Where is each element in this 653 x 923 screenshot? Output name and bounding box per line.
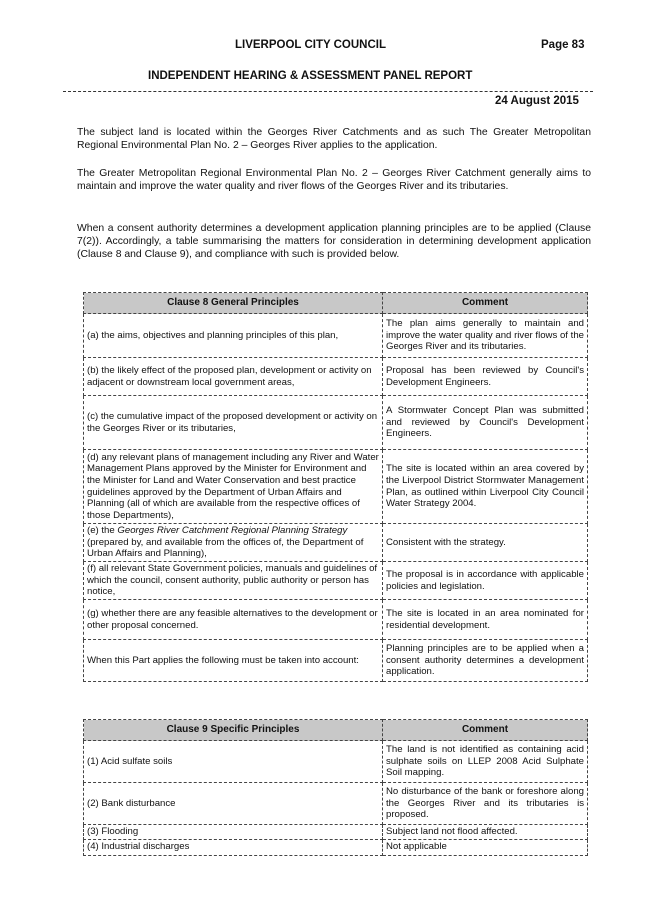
report-title: INDEPENDENT HEARING & ASSESSMENT PANEL REPORT <box>148 70 473 82</box>
principle-cell <box>84 524 383 562</box>
principle-cell: (3) Flooding <box>84 825 383 840</box>
principle-cell: When this Part applies the following must be taken into account: <box>84 640 383 682</box>
table-row <box>84 562 588 600</box>
principle-cell: (f) all relevant State Government policies, manuals and guidelines of which the council, consent authority, public authority or person has notice, <box>84 562 383 600</box>
table-row <box>84 524 588 562</box>
paragraph-1: The subject land is located within the Georges River Catchments and as such The Greater Metropolitan Regional Environmental Plan No. 2 – Georges River applies to the application. <box>77 127 591 152</box>
principle-cell: (c) the cumulative impact of the proposed development or activity on the Georges River or its tributaries, <box>84 396 383 450</box>
principle-cell: (b) the likely effect of the proposed plan, development or activity on adjacent or downstream local government areas, <box>84 358 383 396</box>
column-header-comment: Comment <box>383 720 588 741</box>
principle-cell: (g) whether there are any feasible alternatives to the development or other proposal concerned. <box>84 600 383 640</box>
comment-cell: The site is located within an area covered by the Liverpool District Stormwater Management Plan, as outlined within Liverpool City Council Water Strategy 2004. <box>383 450 588 524</box>
comment-cell: Subject land not flood affected. <box>383 825 588 840</box>
paragraph-2: The Greater Metropolitan Regional Environmental Plan No. 2 – Georges River Catchment generally aims to maintain and improve the water quality and river flows of the Georges River and its tributaries. <box>77 168 591 193</box>
column-header-comment: Comment <box>383 293 588 314</box>
principle-cell: (d) any relevant plans of management including any River and Water Management Plans approved by the Minister for Environment and the Minister for Land and Water Conservation and best practice guidelines approved by the Department of Urban Affairs and Planning (all of which are available from the respective offices of those Departments), <box>84 450 383 524</box>
table-row <box>84 396 588 450</box>
clause-9-table <box>83 719 588 856</box>
table-row <box>84 600 588 640</box>
principle-cell: (a) the aims, objectives and planning principles of this plan, <box>84 314 383 358</box>
comment-cell: The proposal is in accordance with applicable policies and legislation. <box>383 562 588 600</box>
report-date: 24 August 2015 <box>495 95 579 107</box>
comment-cell: No disturbance of the bank or foreshore along the Georges River and its tributaries is proposed. <box>383 783 588 825</box>
comment-cell: Proposal has been reviewed by Council's Development Engineers. <box>383 358 588 396</box>
page-number: Page 83 <box>541 39 585 51</box>
column-header-principles: Clause 9 Specific Principles <box>84 720 383 741</box>
paragraph-3: When a consent authority determines a development application planning principles are to be applied (Clause 7(2)). Accordingly, a table summarising the matters for consideration in determining development application (Clause 8 and Clause 9), and compliance with such is provided below. <box>77 223 591 261</box>
principle-suffix: (prepared by, and available from the offices of, the Department of Urban Affairs and Planning), <box>87 536 364 560</box>
comment-cell: Consistent with the strategy. <box>383 524 588 562</box>
table-row <box>84 825 588 840</box>
table-row <box>84 741 588 783</box>
comment-cell: A Stormwater Concept Plan was submitted and reviewed by Council's Development Engineers. <box>383 396 588 450</box>
comment-cell: The plan aims generally to maintain and improve the water quality and river flows of the Georges River and its tributaries. <box>383 314 588 358</box>
header-rule <box>63 91 593 92</box>
principle-cell: (4) Industrial discharges <box>84 839 383 855</box>
table-row <box>84 314 588 358</box>
table-header-row <box>84 293 588 314</box>
clause-8-table <box>83 292 588 682</box>
table-row <box>84 640 588 682</box>
comment-cell: The land is not identified as containing acid sulphate soils on LLEP 2008 Acid Sulphate Soil mapping. <box>383 741 588 783</box>
table-row <box>84 783 588 825</box>
table-row <box>84 450 588 524</box>
principle-prefix: (e) the <box>87 525 118 537</box>
strategy-title: Georges River Catchment Regional Planning Strategy <box>117 525 348 537</box>
table-header-row <box>84 720 588 741</box>
comment-cell: Not applicable <box>383 839 588 855</box>
council-name: LIVERPOOL CITY COUNCIL <box>235 39 387 51</box>
principle-cell: (1) Acid sulfate soils <box>84 741 383 783</box>
comment-cell: Planning principles are to be applied when a consent authority determines a development application. <box>383 640 588 682</box>
table-row <box>84 839 588 855</box>
column-header-principles: Clause 8 General Principles <box>84 293 383 314</box>
principle-cell: (2) Bank disturbance <box>84 783 383 825</box>
table-row <box>84 358 588 396</box>
comment-cell: The site is located in an area nominated for residential development. <box>383 600 588 640</box>
